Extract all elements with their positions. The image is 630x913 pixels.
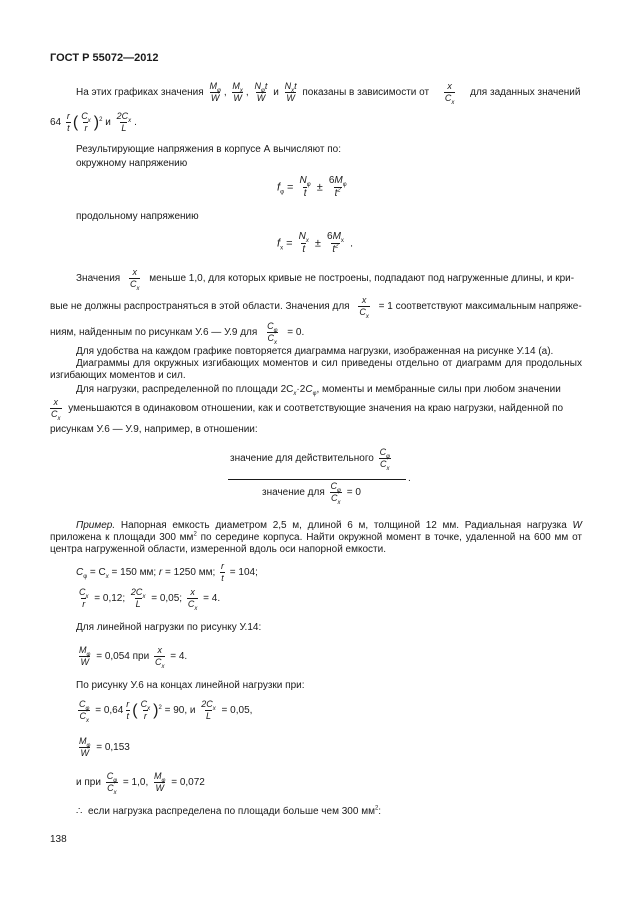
ratio-denominator	[262, 481, 361, 506]
page-number: 138	[50, 834, 67, 845]
fraction: $\frac{C_\varphi}{C_x}$	[79, 699, 90, 724]
fraction: $\frac{x}{C_x}$	[154, 645, 165, 670]
fraction: $\frac{r}{t}$	[126, 699, 130, 721]
calc-line-8	[76, 771, 205, 796]
fraction: $\frac{M_\varphi}{W}$	[79, 645, 91, 667]
calc-line-6: $\frac{C_\varphi}{C_x}$ = 0,64 $\frac{r}{t}$ ( $\frac{C_x}{r}$ )$^2$ = 90, и $\frac{2C_x}{L}$ = 0,05,	[79, 699, 253, 724]
paragraph-values-line2	[50, 295, 582, 320]
fraction: $\frac{2C_x}{L}$	[201, 699, 216, 721]
text: = 1,0,	[122, 777, 149, 789]
text: для заданных значений	[470, 87, 581, 99]
fraction: $\frac{M_x}{W}$	[232, 81, 243, 103]
calc-final: ∴ если нагрузка распределена по площади больше чем 300 $мм^2$:	[76, 805, 382, 817]
calc-line-7	[76, 737, 130, 758]
text: На этих графиках значения	[76, 87, 204, 99]
fraction: $\frac{r}{t}$	[221, 561, 224, 583]
text: = 0,12;	[94, 593, 126, 605]
calc-line-3: Для линейной нагрузки по рисунку У.14:	[76, 622, 262, 633]
calc-line-4	[76, 645, 188, 670]
paragraph-area-load: Для нагрузки, распределенной по площади $2C_x\cdot 2C_\varphi$, моменты и мембранные силы при любом значении	[76, 384, 561, 397]
text: вые не должны распространяться в этой области. Значения для	[50, 301, 350, 313]
fraction: $\frac{C_\varphi}{C_x}$	[106, 771, 118, 796]
paragraph-hoop-stress: окружному напряжению	[76, 158, 188, 169]
text: = 1250 мм;	[165, 567, 216, 579]
text: Значения	[76, 273, 121, 285]
paragraph-given-values: 64 $\frac{r}{t}$ ( $\frac{C_x}{r}$ )$^2$ и $\frac{2C_x}{L}$ .	[50, 111, 137, 133]
fraction: $\frac{N_\varphi}{t}$	[299, 175, 311, 199]
text: Напорная емкость диаметром 2,5 м, длиной 6 м, толщиной 12 мм. Радиальная нагрузка	[120, 520, 567, 531]
fraction: $\frac{x}{C_x}$	[444, 81, 455, 106]
calc-line-5: По рисунку У.6 на концах линейной нагрузки при:	[76, 680, 305, 691]
paragraph-resulting-stress: Результирующие напряжения в корпусе А вычисляют по:	[76, 144, 342, 155]
formula-hoop-stress: $f_\varphi$ = $\frac{N_\varphi}{t}$ ± $\frac{6M_\varphi}{t^2}$	[277, 175, 347, 199]
fraction: $\frac{C_\varphi}{C_x}$	[267, 321, 278, 346]
calc-line-2	[76, 587, 221, 612]
text: меньше 1,0, для которых кривые не построены, подпадают под нагруженные длины, и кри-	[149, 273, 575, 285]
paragraph-graph-values: На этих графиках значения $\frac{M_\varphi}{W}$ , $\frac{M_x}{W}$ , $\frac{N_\varphi t}{W}$ и $\frac{N_xt}{W}$ показаны в зависимости от $\frac{x}{C_x}$ для заданных значений	[76, 81, 581, 106]
fraction: $\frac{N_xt}{W}$	[284, 81, 297, 103]
fraction: $\frac{M_\varphi}{W}$	[154, 771, 166, 793]
fraction: $\frac{6M_x}{t^2}$	[327, 231, 344, 255]
fraction: $\frac{C_x}{r}$	[140, 699, 151, 721]
text: .	[134, 117, 137, 129]
text: = 150 мм;	[111, 567, 157, 579]
calc-line-1: $C_\varphi = C_x = 150$ мм; r = 1250 мм; $\frac{r}{t}$ = 104;	[76, 561, 258, 583]
fraction: $\frac{N_x}{t}$	[298, 231, 309, 255]
paragraph-area-load-line3: рисункам У.6 — У.9, например, в отношении:	[50, 424, 258, 435]
fraction: $\frac{x}{C_x}$	[187, 587, 198, 612]
text: 64	[50, 117, 62, 129]
fraction: $\frac{2C_x}{L}$	[116, 111, 132, 133]
paragraph-area-load-line2	[50, 397, 564, 422]
text: = 0.	[287, 327, 305, 339]
text: = 0,05,	[221, 705, 253, 717]
text: = C	[89, 567, 106, 579]
paragraph-example: Пример. Напорная емкость диаметром 2,5 м, длиной 6 м, толщиной 12 мм. Радиальная нагрузка W приложена к площади 300 $мм^2$ по середине корпуса. Найти окружной момент в точке, удаленной на 600 мм от центра нагруженной области, измеренной вдоль оси напорной емкости.	[50, 520, 582, 555]
text: показаны в зависимости от	[302, 87, 430, 99]
text: Для нагрузки, распределенной по площади 2C	[76, 384, 294, 395]
formula-longitudinal-stress: $f_x$ = $\frac{N_x}{t}$ ± $\frac{6M_x}{t^2}$ .	[277, 231, 354, 255]
text: = 0,054 при	[96, 651, 150, 663]
fraction: $\frac{C_x}{r}$	[81, 111, 91, 133]
text: и при	[76, 777, 101, 789]
paragraph-values-line3	[50, 321, 305, 346]
fraction: $\frac{N_\varphi t}{W}$	[254, 81, 268, 103]
text: и	[105, 117, 111, 129]
text: ниям, найденным по рисункам У.6 — У.9 для	[50, 327, 258, 339]
text: = 0	[346, 487, 361, 499]
fraction: $\frac{M_\varphi}{W}$	[79, 736, 91, 758]
ratio-numerator	[230, 447, 393, 472]
text: = 4.	[203, 593, 221, 605]
text: = 1 соответствуют максимальным напряже-	[378, 301, 582, 313]
text: Пример.	[76, 520, 116, 531]
text: значение для	[262, 487, 325, 499]
text: значение для действительного	[230, 453, 374, 465]
therefore-symbol: ∴	[76, 806, 83, 817]
text: уменьшаются в одинаковом отношении, как и соответствующие значения на краю нагрузки, найденной по	[68, 403, 564, 415]
fraction: $\frac{M_\varphi}{W}$	[209, 81, 221, 103]
text: = 0,05;	[151, 593, 183, 605]
text: W	[572, 520, 582, 531]
ratio-dot: .	[408, 473, 411, 484]
paragraph-values-less	[76, 267, 575, 292]
text: = 4.	[170, 651, 188, 663]
ratio-divider	[228, 479, 406, 480]
text: по середине корпуса. Найти окружной момент в точке, удаленной на 600 мм от центра нагруженной области, измеренной вдоль оси напорной емкости.	[50, 532, 582, 555]
document-header: ГОСТ Р 55072—2012	[50, 52, 159, 64]
text: = 0,072	[171, 777, 205, 789]
text: приложена к площади 300 мм	[50, 532, 194, 543]
fraction: $\frac{x}{C_x}$	[51, 397, 61, 422]
paragraph-convenience: Для удобства на каждом графике повторяется диаграмма нагрузки, изображенная на рисунке У.14 (а).	[76, 346, 554, 357]
text: = 0,64	[95, 705, 124, 717]
text: r	[158, 567, 163, 579]
text: , моменты и мембранные силы при любом значении	[316, 384, 561, 395]
fraction: $\frac{C_\varphi}{C_x}$	[379, 447, 391, 472]
fraction: $\frac{C_x}{r}$	[79, 587, 89, 609]
fraction: $\frac{x}{C_x}$	[359, 295, 369, 320]
text: = 104;	[229, 567, 258, 579]
fraction: $\frac{C_\varphi}{C_x}$	[330, 481, 341, 506]
fraction: $\frac{x}{C_x}$	[129, 267, 140, 292]
text: = 90, и	[164, 705, 196, 717]
text: если нагрузка распределена по площади больше чем 300 мм	[87, 806, 375, 817]
fraction: $\frac{r}{t}$	[66, 111, 70, 133]
fraction: $\frac{2C_x}{L}$	[130, 587, 146, 609]
paragraph-longitudinal-stress: продольному напряжению	[76, 211, 199, 222]
text: = 0,153	[96, 742, 130, 754]
fraction: $\frac{6M_\varphi}{t^2}$	[328, 175, 347, 199]
paragraph-diagrams: Диаграммы для окружных изгибающих моментов и сил приведены отдельно от диаграмм для продольных изгибающих моментов и сил.	[50, 358, 582, 381]
